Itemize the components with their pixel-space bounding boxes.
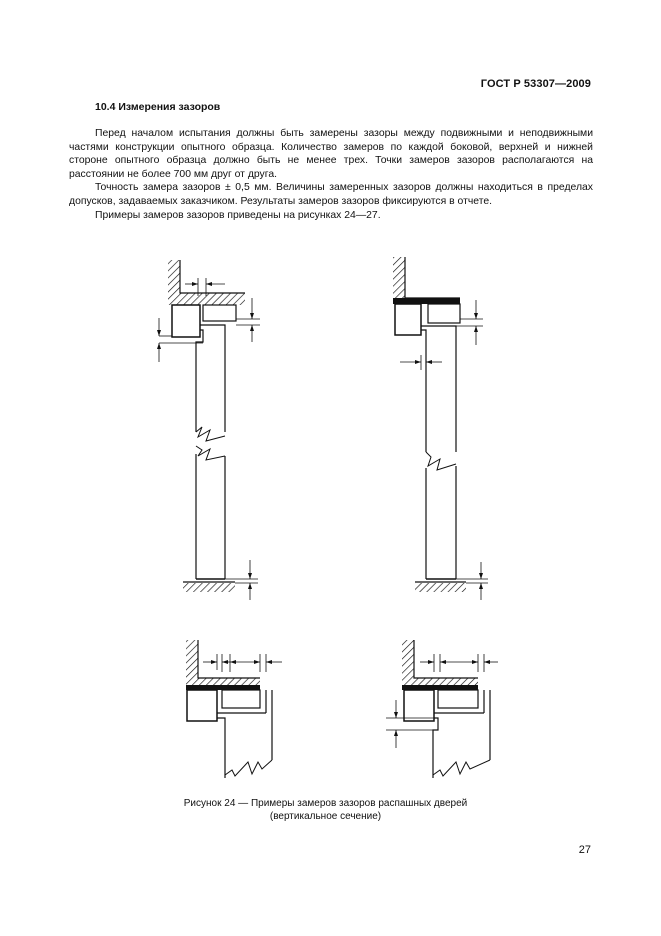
section-heading: 10.4 Измерения зазоров	[95, 101, 221, 113]
figure-caption	[0, 797, 661, 823]
section-drawing-c	[186, 640, 282, 778]
section-drawing-b	[393, 257, 488, 600]
caption-title: Рисунок 24 — Примеры замеров зазоров распашных дверей	[183, 798, 468, 809]
section-drawing-a	[157, 260, 260, 600]
paragraph: Примеры замеров зазоров приведены на рисунках 24—27.	[95, 209, 381, 221]
section-drawing-d	[386, 640, 498, 778]
caption-subtitle: (вертикальное сечение)	[269, 811, 382, 822]
standard-number: ГОСТ Р 53307—2009	[480, 78, 591, 90]
page-number: 27	[578, 844, 591, 856]
paragraph: Точность замера зазоров ± 0,5 мм. Величины замеренных зазоров должны находиться в пределах допусков, задаваемых заказчиком. Результаты замеров зазоров фиксируются в отчете.	[69, 182, 593, 207]
paragraph: Перед началом испытания должны быть замерены зазоры между подвижными и неподвижными частями конструкции опытного образца. Количество замеров по каждой боковой, верхней и нижней стороне опытного образца должно быть не менее трех. Точки замеров зазоров располагаются на расстоянии не более 700 мм друг от друга.	[69, 128, 593, 180]
